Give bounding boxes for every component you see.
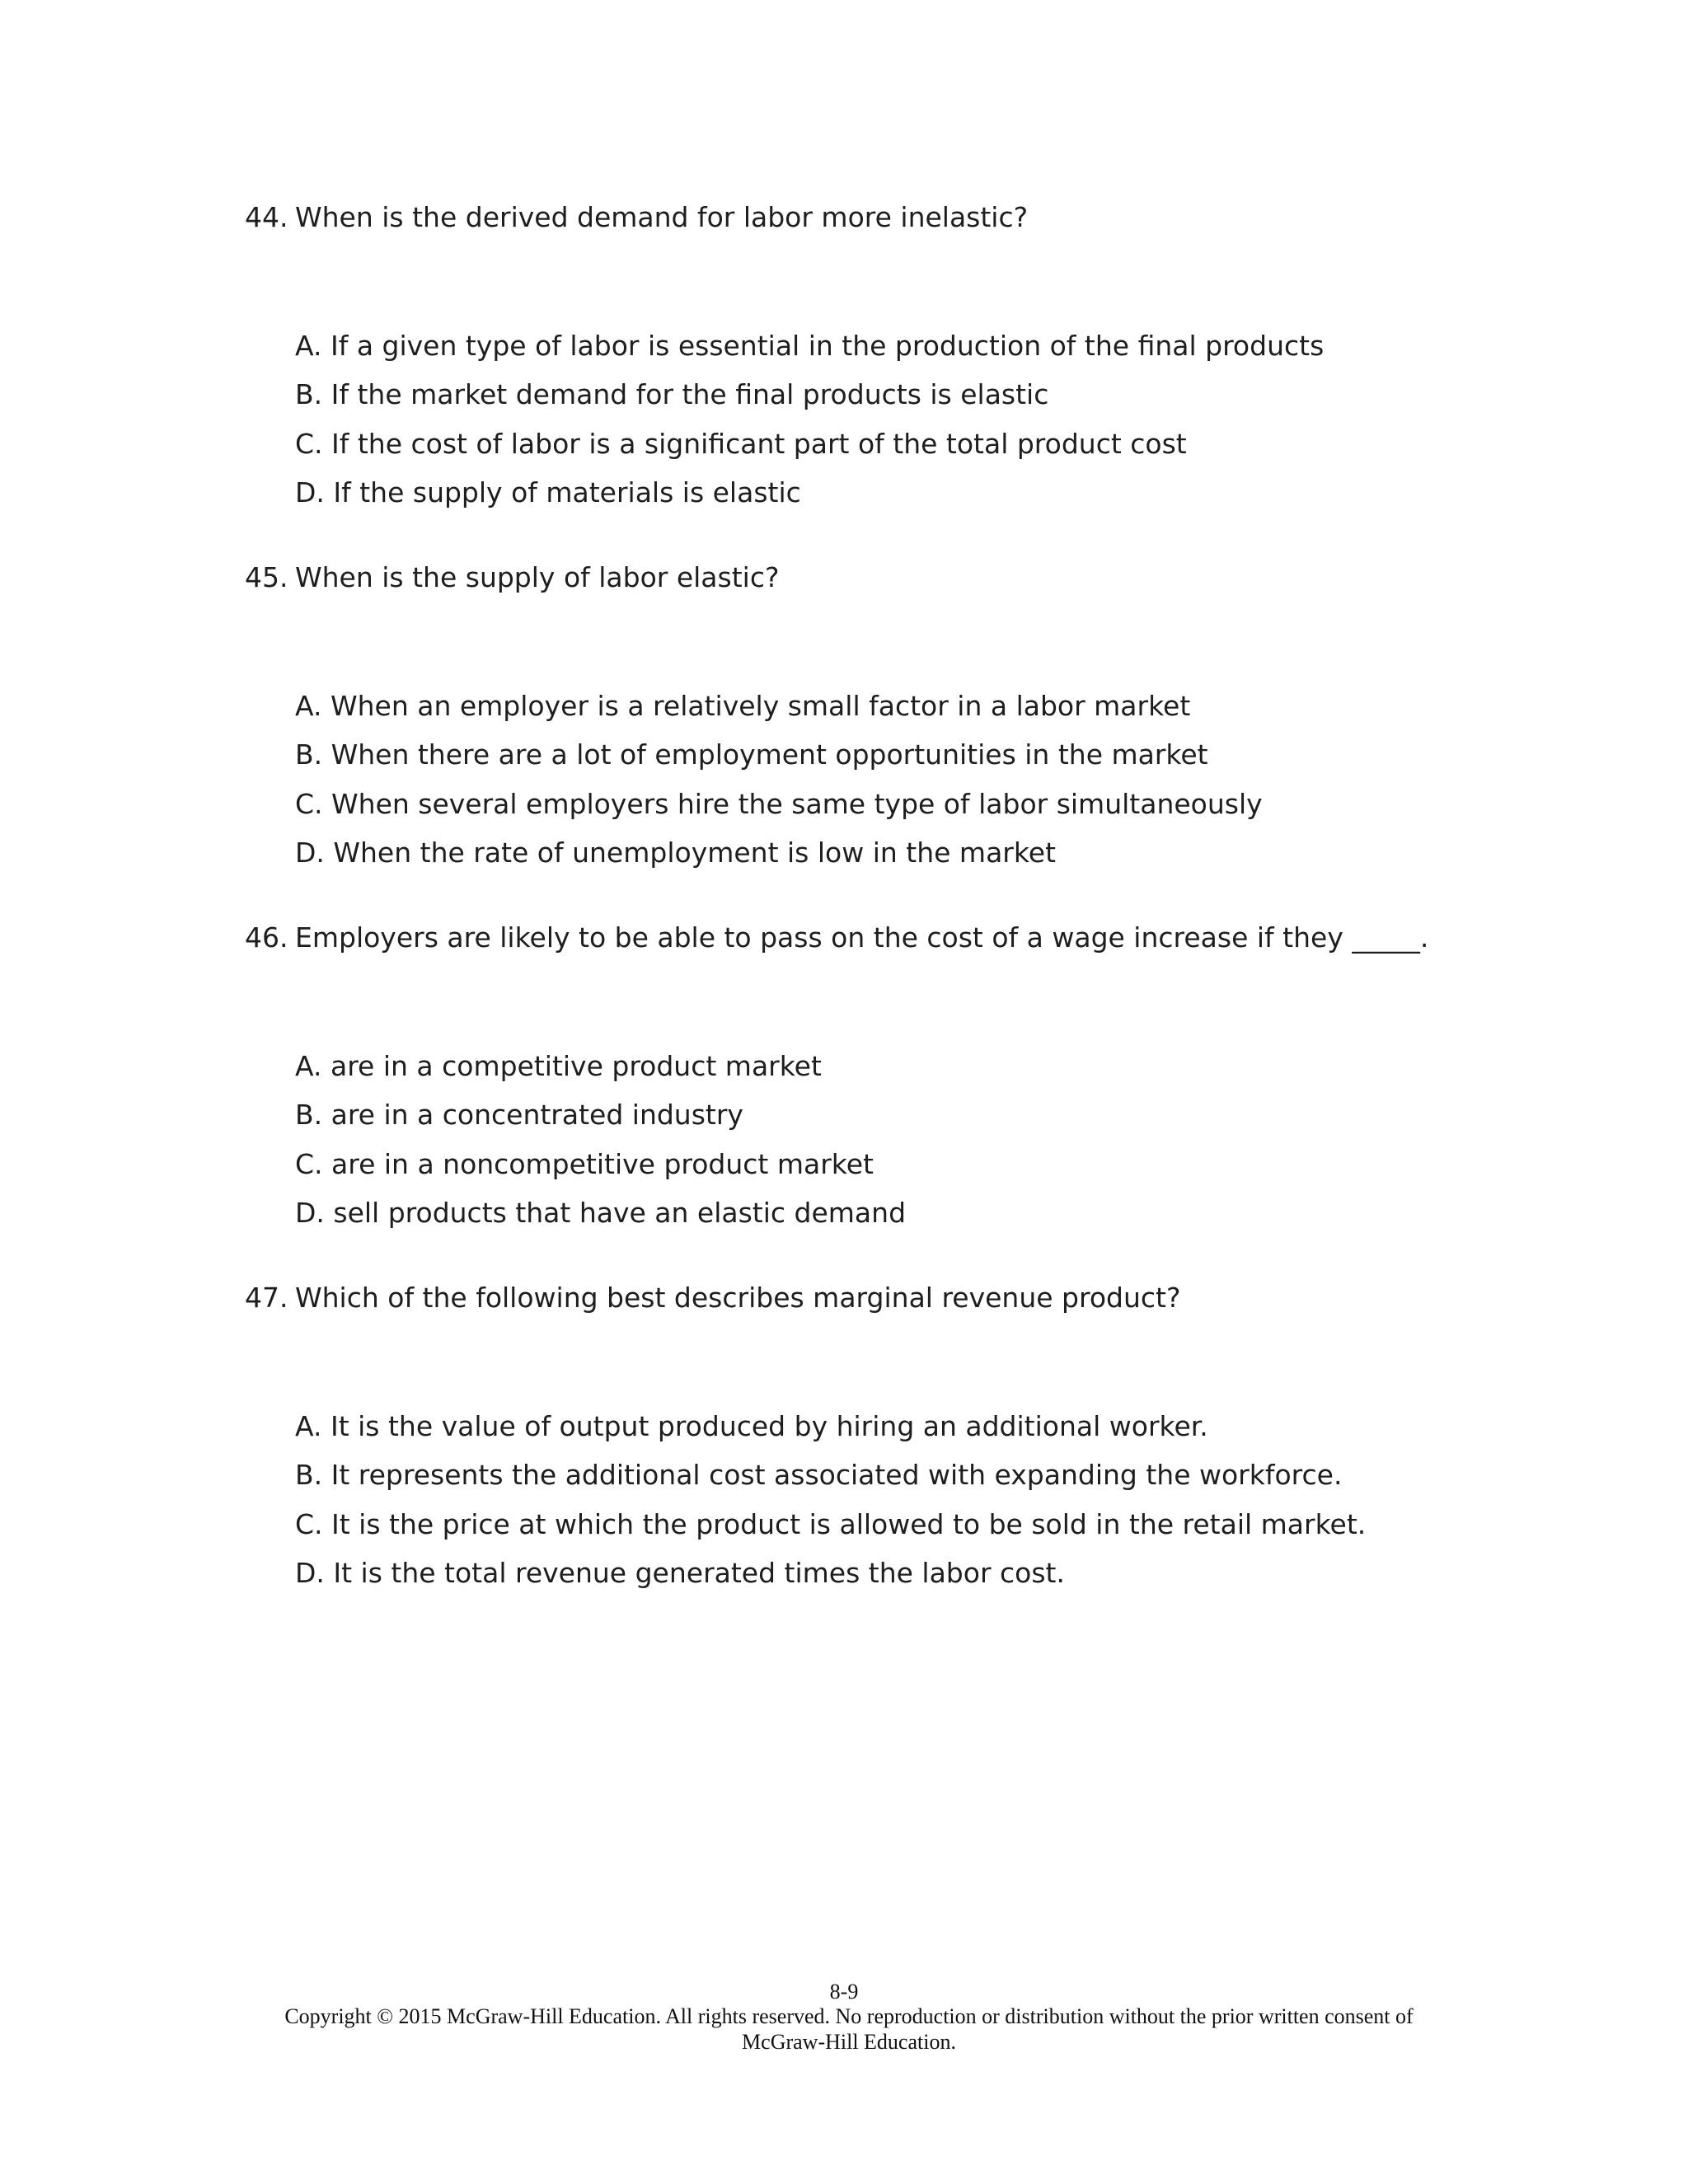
answer-options <box>295 1042 906 1237</box>
page-number: 8-9 <box>829 1980 859 2004</box>
answer-option-a: A. It is the value of output produced by hiring an additional worker. <box>295 1410 1208 1442</box>
answer-option-c: C. When several employers hire the same type of labor simultaneously <box>295 787 1263 820</box>
answer-options <box>295 682 1263 877</box>
answer-option-b: B. When there are a lot of employment opportunities in the market <box>295 738 1208 771</box>
answer-option-c: C. It is the price at which the product is allowed to be sold in the retail market. <box>295 1507 1367 1540</box>
question-45 <box>245 553 1481 869</box>
answer-option-b: B. are in a concentrated industry <box>295 1099 743 1132</box>
question-stem <box>245 193 1481 242</box>
question-text: Employers are likely to be able to pass on the cost of a wage increase if they _____. <box>295 921 1429 954</box>
copyright-notice: Copyright © 2015 McGraw-Hill Education. All rights reserved. No reproduction or distribution without the prior written consent of McGraw-Hill Education. <box>284 2004 1414 2054</box>
question-number: 44. <box>245 201 288 233</box>
question-46 <box>245 913 1481 1229</box>
question-47 <box>245 1273 1481 1589</box>
answer-option-d: D. When the rate of unemployment is low in the market <box>295 836 1057 869</box>
question-text: Which of the following best describes marginal revenue product? <box>295 1282 1181 1314</box>
question-number: 46. <box>245 921 288 954</box>
answer-options <box>295 1402 1366 1597</box>
answer-option-b: B. It represents the additional cost associated with expanding the workforce. <box>295 1459 1343 1492</box>
question-text: When is the supply of labor elastic? <box>295 561 780 593</box>
question-number: 45. <box>245 561 288 593</box>
answer-option-d: D. It is the total revenue generated times the labor cost. <box>295 1556 1065 1589</box>
answer-option-a: A. When an employer is a relatively small factor in a labor market <box>295 690 1191 722</box>
answer-option-a: A. If a given type of labor is essential in the production of the final products <box>295 330 1325 362</box>
answer-option-a: A. are in a competitive product market <box>295 1050 822 1082</box>
question-number: 47. <box>245 1282 288 1314</box>
answer-option-d: D. sell products that have an elastic demand <box>295 1196 907 1229</box>
question-stem <box>245 553 1481 602</box>
question-stem <box>245 1273 1481 1323</box>
answer-options <box>295 321 1324 517</box>
answer-option-c: C. are in a noncompetitive product market <box>295 1147 874 1180</box>
question-stem <box>245 913 1481 963</box>
question-44 <box>245 193 1481 509</box>
answer-option-c: C. If the cost of labor is a significant part of the total product cost <box>295 427 1187 460</box>
question-text: When is the derived demand for labor more inelastic? <box>295 201 1029 233</box>
answer-option-d: D. If the supply of materials is elastic <box>295 476 801 509</box>
answer-option-b: B. If the market demand for the final products is elastic <box>295 378 1049 411</box>
